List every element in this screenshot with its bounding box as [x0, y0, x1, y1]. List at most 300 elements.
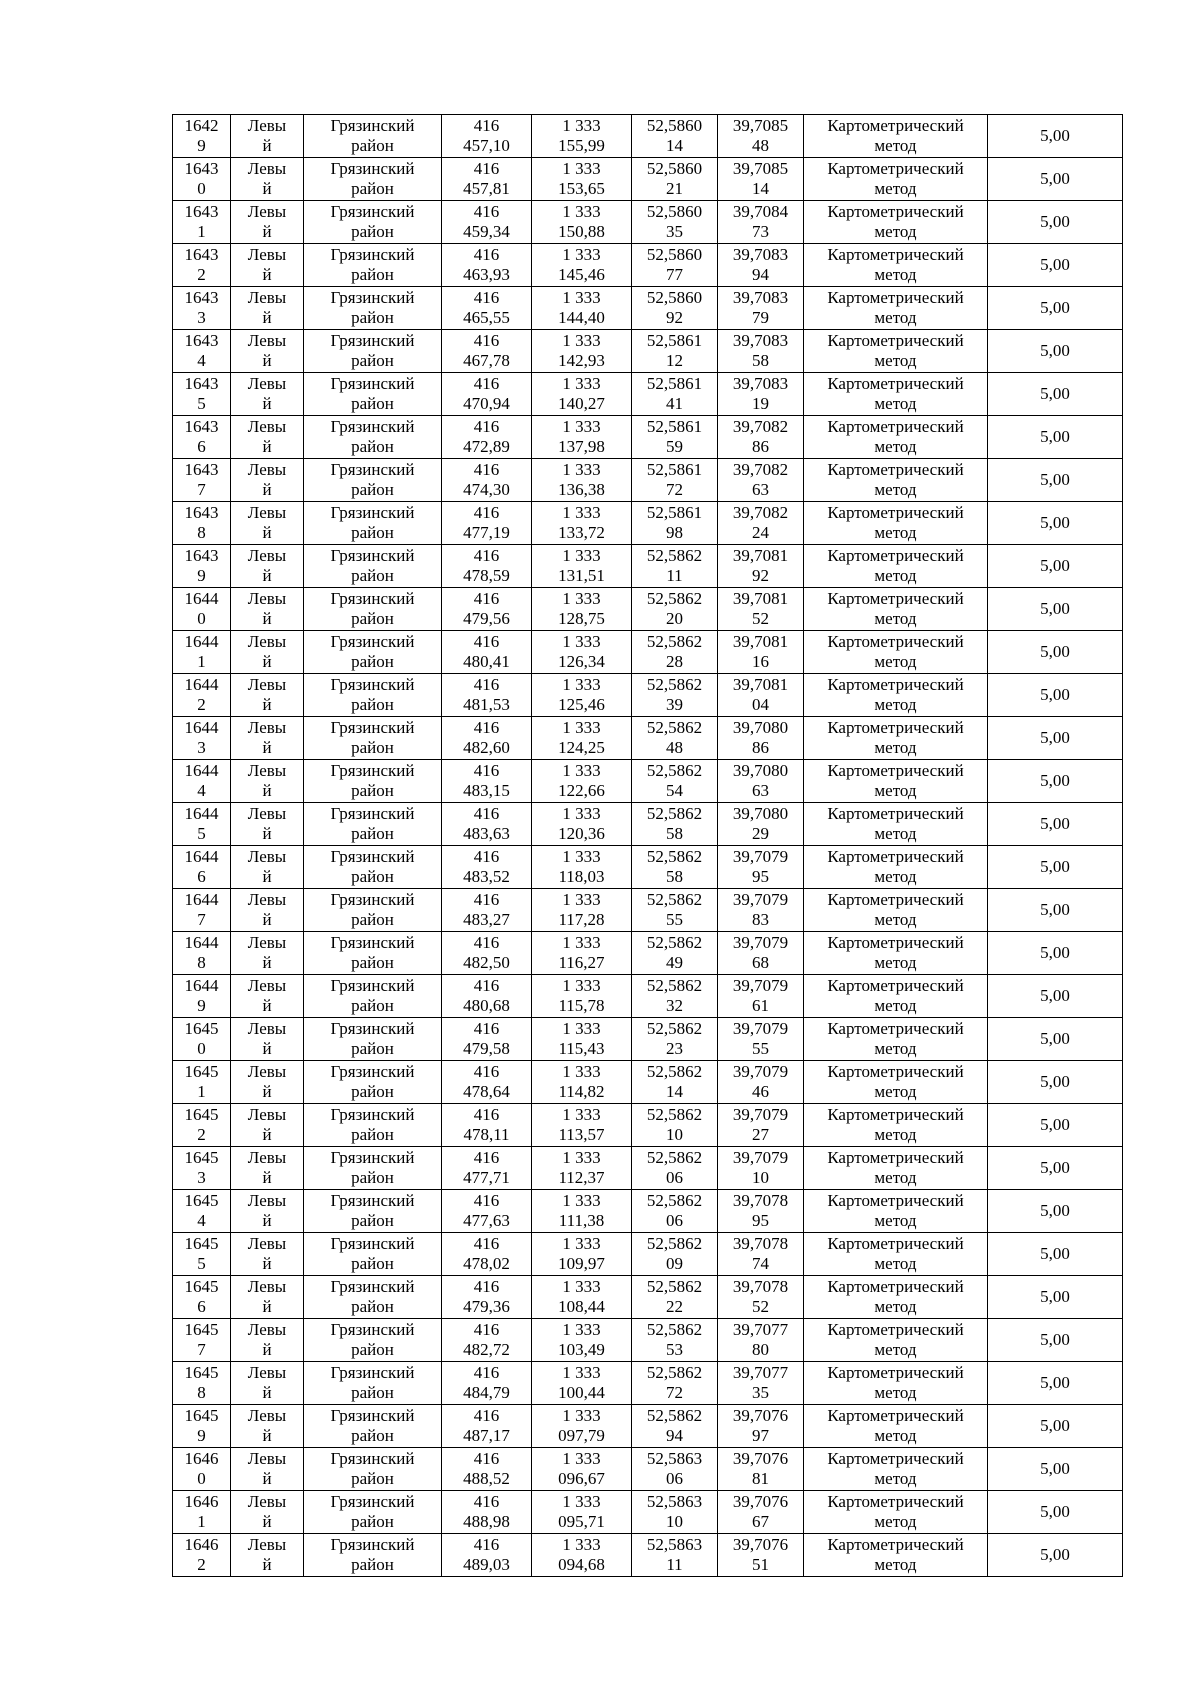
point-number-cell: 1645 5 [173, 1233, 231, 1276]
method-cell: Картометрический метод [804, 1018, 988, 1061]
coord-x-cell: 416 481,53 [442, 674, 532, 717]
method-cell: Картометрический метод [804, 803, 988, 846]
method-cell: Картометрический метод [804, 330, 988, 373]
point-number-cell: 1642 9 [173, 115, 231, 158]
coord-x-cell: 416 463,93 [442, 244, 532, 287]
point-number-cell: 1645 4 [173, 1190, 231, 1233]
longitude-cell: 39,7083 58 [718, 330, 804, 373]
coord-x-cell: 416 488,98 [442, 1491, 532, 1534]
district-cell: Грязинский район [304, 287, 442, 330]
district-cell: Грязинский район [304, 1491, 442, 1534]
bank-side-cell: Левы й [231, 975, 304, 1018]
coord-y-cell: 1 333 144,40 [532, 287, 632, 330]
coord-x-cell: 416 483,52 [442, 846, 532, 889]
bank-side-cell: Левы й [231, 1276, 304, 1319]
coord-y-cell: 1 333 112,37 [532, 1147, 632, 1190]
latitude-cell: 52,5861 12 [632, 330, 718, 373]
accuracy-cell: 5,00 [988, 1448, 1123, 1491]
coord-x-cell: 416 465,55 [442, 287, 532, 330]
latitude-cell: 52,5860 35 [632, 201, 718, 244]
method-cell: Картометрический метод [804, 1276, 988, 1319]
method-cell: Картометрический метод [804, 889, 988, 932]
longitude-cell: 39,7080 86 [718, 717, 804, 760]
point-number-cell: 1644 9 [173, 975, 231, 1018]
table-row [173, 1276, 1123, 1319]
accuracy-cell: 5,00 [988, 1018, 1123, 1061]
latitude-cell: 52,5860 77 [632, 244, 718, 287]
bank-side-cell: Левы й [231, 244, 304, 287]
accuracy-cell: 5,00 [988, 846, 1123, 889]
coord-x-cell: 416 482,72 [442, 1319, 532, 1362]
coord-y-cell: 1 333 122,66 [532, 760, 632, 803]
table-row [173, 545, 1123, 588]
bank-side-cell: Левы й [231, 115, 304, 158]
table-row [173, 416, 1123, 459]
point-number-cell: 1645 7 [173, 1319, 231, 1362]
point-number-cell: 1644 8 [173, 932, 231, 975]
point-number-cell: 1645 3 [173, 1147, 231, 1190]
latitude-cell: 52,5862 28 [632, 631, 718, 674]
longitude-cell: 39,7080 29 [718, 803, 804, 846]
table-row [173, 1491, 1123, 1534]
coord-y-cell: 1 333 097,79 [532, 1405, 632, 1448]
longitude-cell: 39,7079 68 [718, 932, 804, 975]
accuracy-cell: 5,00 [988, 1233, 1123, 1276]
coord-y-cell: 1 333 137,98 [532, 416, 632, 459]
method-cell: Картометрический метод [804, 846, 988, 889]
coord-y-cell: 1 333 120,36 [532, 803, 632, 846]
coord-x-cell: 416 459,34 [442, 201, 532, 244]
table-row [173, 244, 1123, 287]
accuracy-cell: 5,00 [988, 674, 1123, 717]
point-number-cell: 1643 6 [173, 416, 231, 459]
latitude-cell: 52,5862 06 [632, 1190, 718, 1233]
district-cell: Грязинский район [304, 1061, 442, 1104]
point-number-cell: 1645 1 [173, 1061, 231, 1104]
bank-side-cell: Левы й [231, 717, 304, 760]
district-cell: Грязинский район [304, 1104, 442, 1147]
method-cell: Картометрический метод [804, 932, 988, 975]
district-cell: Грязинский район [304, 1448, 442, 1491]
table-row [173, 1362, 1123, 1405]
latitude-cell: 52,5860 14 [632, 115, 718, 158]
point-number-cell: 1643 9 [173, 545, 231, 588]
latitude-cell: 52,5860 21 [632, 158, 718, 201]
coord-y-cell: 1 333 124,25 [532, 717, 632, 760]
latitude-cell: 52,5861 72 [632, 459, 718, 502]
table-row [173, 330, 1123, 373]
point-number-cell: 1644 3 [173, 717, 231, 760]
coord-x-cell: 416 477,71 [442, 1147, 532, 1190]
method-cell: Картометрический метод [804, 1104, 988, 1147]
point-number-cell: 1644 1 [173, 631, 231, 674]
latitude-cell: 52,5862 14 [632, 1061, 718, 1104]
bank-side-cell: Левы й [231, 459, 304, 502]
table-row [173, 158, 1123, 201]
district-cell: Грязинский район [304, 1405, 442, 1448]
coord-x-cell: 416 489,03 [442, 1534, 532, 1577]
longitude-cell: 39,7082 63 [718, 459, 804, 502]
longitude-cell: 39,7081 52 [718, 588, 804, 631]
longitude-cell: 39,7076 67 [718, 1491, 804, 1534]
coord-y-cell: 1 333 116,27 [532, 932, 632, 975]
coord-y-cell: 1 333 115,43 [532, 1018, 632, 1061]
method-cell: Картометрический метод [804, 545, 988, 588]
coord-x-cell: 416 474,30 [442, 459, 532, 502]
bank-side-cell: Левы й [231, 631, 304, 674]
coord-x-cell: 416 487,17 [442, 1405, 532, 1448]
bank-side-cell: Левы й [231, 1362, 304, 1405]
bank-side-cell: Левы й [231, 1448, 304, 1491]
longitude-cell: 39,7078 52 [718, 1276, 804, 1319]
coord-y-cell: 1 333 095,71 [532, 1491, 632, 1534]
coord-y-cell: 1 333 109,97 [532, 1233, 632, 1276]
longitude-cell: 39,7082 24 [718, 502, 804, 545]
bank-side-cell: Левы й [231, 1104, 304, 1147]
longitude-cell: 39,7076 51 [718, 1534, 804, 1577]
method-cell: Картометрический метод [804, 158, 988, 201]
coord-y-cell: 1 333 153,65 [532, 158, 632, 201]
accuracy-cell: 5,00 [988, 502, 1123, 545]
longitude-cell: 39,7081 16 [718, 631, 804, 674]
district-cell: Грязинский район [304, 244, 442, 287]
district-cell: Грязинский район [304, 459, 442, 502]
coord-x-cell: 416 478,59 [442, 545, 532, 588]
accuracy-cell: 5,00 [988, 1319, 1123, 1362]
longitude-cell: 39,7079 55 [718, 1018, 804, 1061]
district-cell: Грязинский район [304, 674, 442, 717]
coord-y-cell: 1 333 125,46 [532, 674, 632, 717]
accuracy-cell: 5,00 [988, 1190, 1123, 1233]
latitude-cell: 52,5862 72 [632, 1362, 718, 1405]
point-number-cell: 1643 0 [173, 158, 231, 201]
method-cell: Картометрический метод [804, 115, 988, 158]
latitude-cell: 52,5862 53 [632, 1319, 718, 1362]
longitude-cell: 39,7079 83 [718, 889, 804, 932]
coord-x-cell: 416 470,94 [442, 373, 532, 416]
bank-side-cell: Левы й [231, 287, 304, 330]
district-cell: Грязинский район [304, 717, 442, 760]
point-number-cell: 1644 0 [173, 588, 231, 631]
district-cell: Грязинский район [304, 502, 442, 545]
method-cell: Картометрический метод [804, 1190, 988, 1233]
table-row [173, 674, 1123, 717]
longitude-cell: 39,7079 61 [718, 975, 804, 1018]
table-row [173, 1104, 1123, 1147]
point-number-cell: 1644 2 [173, 674, 231, 717]
accuracy-cell: 5,00 [988, 1104, 1123, 1147]
method-cell: Картометрический метод [804, 459, 988, 502]
latitude-cell: 52,5862 39 [632, 674, 718, 717]
method-cell: Картометрический метод [804, 1319, 988, 1362]
coord-y-cell: 1 333 131,51 [532, 545, 632, 588]
longitude-cell: 39,7079 10 [718, 1147, 804, 1190]
district-cell: Грязинский район [304, 1233, 442, 1276]
point-number-cell: 1643 2 [173, 244, 231, 287]
table-row [173, 1319, 1123, 1362]
point-number-cell: 1645 2 [173, 1104, 231, 1147]
longitude-cell: 39,7077 35 [718, 1362, 804, 1405]
point-number-cell: 1644 5 [173, 803, 231, 846]
latitude-cell: 52,5862 58 [632, 846, 718, 889]
table-row [173, 631, 1123, 674]
table-row [173, 1448, 1123, 1491]
accuracy-cell: 5,00 [988, 287, 1123, 330]
bank-side-cell: Левы й [231, 1190, 304, 1233]
bank-side-cell: Левы й [231, 373, 304, 416]
longitude-cell: 39,7083 94 [718, 244, 804, 287]
accuracy-cell: 5,00 [988, 889, 1123, 932]
table-row [173, 373, 1123, 416]
coord-y-cell: 1 333 136,38 [532, 459, 632, 502]
bank-side-cell: Левы й [231, 1147, 304, 1190]
bank-side-cell: Левы й [231, 932, 304, 975]
district-cell: Грязинский район [304, 975, 442, 1018]
latitude-cell: 52,5863 10 [632, 1491, 718, 1534]
bank-side-cell: Левы й [231, 889, 304, 932]
coord-y-cell: 1 333 108,44 [532, 1276, 632, 1319]
latitude-cell: 52,5862 09 [632, 1233, 718, 1276]
accuracy-cell: 5,00 [988, 459, 1123, 502]
coord-y-cell: 1 333 150,88 [532, 201, 632, 244]
coord-x-cell: 416 478,11 [442, 1104, 532, 1147]
bank-side-cell: Левы й [231, 158, 304, 201]
table-row [173, 1061, 1123, 1104]
point-number-cell: 1645 8 [173, 1362, 231, 1405]
district-cell: Грязинский район [304, 889, 442, 932]
district-cell: Грязинский район [304, 1362, 442, 1405]
table-row [173, 201, 1123, 244]
method-cell: Картометрический метод [804, 1534, 988, 1577]
table-row [173, 502, 1123, 545]
longitude-cell: 39,7079 46 [718, 1061, 804, 1104]
method-cell: Картометрический метод [804, 1147, 988, 1190]
coord-y-cell: 1 333 114,82 [532, 1061, 632, 1104]
coord-x-cell: 416 477,63 [442, 1190, 532, 1233]
longitude-cell: 39,7082 86 [718, 416, 804, 459]
method-cell: Картометрический метод [804, 373, 988, 416]
accuracy-cell: 5,00 [988, 244, 1123, 287]
latitude-cell: 52,5862 54 [632, 760, 718, 803]
longitude-cell: 39,7081 04 [718, 674, 804, 717]
coord-x-cell: 416 472,89 [442, 416, 532, 459]
method-cell: Картометрический метод [804, 717, 988, 760]
coord-y-cell: 1 333 115,78 [532, 975, 632, 1018]
coord-x-cell: 416 482,60 [442, 717, 532, 760]
bank-side-cell: Левы й [231, 1233, 304, 1276]
accuracy-cell: 5,00 [988, 1061, 1123, 1104]
district-cell: Грязинский район [304, 1276, 442, 1319]
accuracy-cell: 5,00 [988, 115, 1123, 158]
district-cell: Грязинский район [304, 803, 442, 846]
accuracy-cell: 5,00 [988, 760, 1123, 803]
coord-y-cell: 1 333 126,34 [532, 631, 632, 674]
bank-side-cell: Левы й [231, 803, 304, 846]
district-cell: Грязинский район [304, 631, 442, 674]
coord-y-cell: 1 333 118,03 [532, 846, 632, 889]
bank-side-cell: Левы й [231, 846, 304, 889]
table-row [173, 1190, 1123, 1233]
method-cell: Картометрический метод [804, 588, 988, 631]
coord-y-cell: 1 333 155,99 [532, 115, 632, 158]
coord-y-cell: 1 333 117,28 [532, 889, 632, 932]
table-row [173, 588, 1123, 631]
bank-side-cell: Левы й [231, 1018, 304, 1061]
district-cell: Грязинский район [304, 1190, 442, 1233]
coord-x-cell: 416 480,41 [442, 631, 532, 674]
coord-y-cell: 1 333 145,46 [532, 244, 632, 287]
district-cell: Грязинский район [304, 588, 442, 631]
bank-side-cell: Левы й [231, 1319, 304, 1362]
longitude-cell: 39,7080 63 [718, 760, 804, 803]
longitude-cell: 39,7081 92 [718, 545, 804, 588]
district-cell: Грязинский район [304, 330, 442, 373]
district-cell: Грязинский район [304, 545, 442, 588]
accuracy-cell: 5,00 [988, 1534, 1123, 1577]
coord-x-cell: 416 483,63 [442, 803, 532, 846]
district-cell: Грязинский район [304, 760, 442, 803]
accuracy-cell: 5,00 [988, 373, 1123, 416]
longitude-cell: 39,7076 97 [718, 1405, 804, 1448]
point-number-cell: 1646 1 [173, 1491, 231, 1534]
accuracy-cell: 5,00 [988, 975, 1123, 1018]
latitude-cell: 52,5862 49 [632, 932, 718, 975]
method-cell: Картометрический метод [804, 1491, 988, 1534]
method-cell: Картометрический метод [804, 1448, 988, 1491]
table-row [173, 760, 1123, 803]
coord-y-cell: 1 333 128,75 [532, 588, 632, 631]
bank-side-cell: Левы й [231, 502, 304, 545]
latitude-cell: 52,5862 23 [632, 1018, 718, 1061]
point-number-cell: 1643 7 [173, 459, 231, 502]
point-number-cell: 1646 0 [173, 1448, 231, 1491]
coord-y-cell: 1 333 142,93 [532, 330, 632, 373]
table-row [173, 459, 1123, 502]
longitude-cell: 39,7079 27 [718, 1104, 804, 1147]
method-cell: Картометрический метод [804, 287, 988, 330]
method-cell: Картометрический метод [804, 760, 988, 803]
accuracy-cell: 5,00 [988, 1405, 1123, 1448]
latitude-cell: 52,5861 98 [632, 502, 718, 545]
method-cell: Картометрический метод [804, 975, 988, 1018]
longitude-cell: 39,7078 95 [718, 1190, 804, 1233]
accuracy-cell: 5,00 [988, 416, 1123, 459]
accuracy-cell: 5,00 [988, 158, 1123, 201]
coord-x-cell: 416 457,10 [442, 115, 532, 158]
coord-y-cell: 1 333 111,38 [532, 1190, 632, 1233]
district-cell: Грязинский район [304, 1319, 442, 1362]
accuracy-cell: 5,00 [988, 803, 1123, 846]
point-number-cell: 1645 9 [173, 1405, 231, 1448]
method-cell: Картометрический метод [804, 201, 988, 244]
coord-x-cell: 416 483,27 [442, 889, 532, 932]
bank-side-cell: Левы й [231, 674, 304, 717]
longitude-cell: 39,7084 73 [718, 201, 804, 244]
accuracy-cell: 5,00 [988, 1276, 1123, 1319]
coord-y-cell: 1 333 133,72 [532, 502, 632, 545]
table-row [173, 1534, 1123, 1577]
table-row [173, 287, 1123, 330]
latitude-cell: 52,5862 11 [632, 545, 718, 588]
district-cell: Грязинский район [304, 416, 442, 459]
bank-side-cell: Левы й [231, 330, 304, 373]
point-number-cell: 1643 4 [173, 330, 231, 373]
district-cell: Грязинский район [304, 115, 442, 158]
latitude-cell: 52,5863 06 [632, 1448, 718, 1491]
latitude-cell: 52,5862 22 [632, 1276, 718, 1319]
table-row [173, 717, 1123, 760]
point-number-cell: 1644 6 [173, 846, 231, 889]
point-number-cell: 1644 7 [173, 889, 231, 932]
method-cell: Картометрический метод [804, 502, 988, 545]
point-number-cell: 1644 4 [173, 760, 231, 803]
bank-side-cell: Левы й [231, 545, 304, 588]
longitude-cell: 39,7085 14 [718, 158, 804, 201]
table-row [173, 1405, 1123, 1448]
bank-side-cell: Левы й [231, 1491, 304, 1534]
bank-side-cell: Левы й [231, 1061, 304, 1104]
table-row [173, 803, 1123, 846]
point-number-cell: 1645 0 [173, 1018, 231, 1061]
latitude-cell: 52,5862 10 [632, 1104, 718, 1147]
longitude-cell: 39,7083 19 [718, 373, 804, 416]
coord-y-cell: 1 333 140,27 [532, 373, 632, 416]
method-cell: Картометрический метод [804, 1405, 988, 1448]
latitude-cell: 52,5862 48 [632, 717, 718, 760]
longitude-cell: 39,7076 81 [718, 1448, 804, 1491]
bank-side-cell: Левы й [231, 588, 304, 631]
method-cell: Картометрический метод [804, 1233, 988, 1276]
accuracy-cell: 5,00 [988, 631, 1123, 674]
accuracy-cell: 5,00 [988, 1147, 1123, 1190]
latitude-cell: 52,5861 41 [632, 373, 718, 416]
accuracy-cell: 5,00 [988, 545, 1123, 588]
table-row [173, 1018, 1123, 1061]
latitude-cell: 52,5862 94 [632, 1405, 718, 1448]
table-row [173, 1233, 1123, 1276]
latitude-cell: 52,5862 20 [632, 588, 718, 631]
coord-x-cell: 416 480,68 [442, 975, 532, 1018]
point-number-cell: 1643 1 [173, 201, 231, 244]
method-cell: Картометрический метод [804, 1061, 988, 1104]
coordinates-table [172, 114, 1123, 1577]
coord-y-cell: 1 333 113,57 [532, 1104, 632, 1147]
accuracy-cell: 5,00 [988, 1362, 1123, 1405]
method-cell: Картометрический метод [804, 1362, 988, 1405]
bank-side-cell: Левы й [231, 1405, 304, 1448]
latitude-cell: 52,5860 92 [632, 287, 718, 330]
table-row [173, 846, 1123, 889]
longitude-cell: 39,7078 74 [718, 1233, 804, 1276]
district-cell: Грязинский район [304, 846, 442, 889]
coord-y-cell: 1 333 103,49 [532, 1319, 632, 1362]
table-body [173, 115, 1123, 1577]
coord-x-cell: 416 484,79 [442, 1362, 532, 1405]
point-number-cell: 1643 3 [173, 287, 231, 330]
district-cell: Грязинский район [304, 158, 442, 201]
method-cell: Картометрический метод [804, 244, 988, 287]
coord-x-cell: 416 478,02 [442, 1233, 532, 1276]
coord-x-cell: 416 467,78 [442, 330, 532, 373]
district-cell: Грязинский район [304, 1018, 442, 1061]
bank-side-cell: Левы й [231, 1534, 304, 1577]
point-number-cell: 1645 6 [173, 1276, 231, 1319]
district-cell: Грязинский район [304, 201, 442, 244]
latitude-cell: 52,5863 11 [632, 1534, 718, 1577]
coord-y-cell: 1 333 096,67 [532, 1448, 632, 1491]
accuracy-cell: 5,00 [988, 330, 1123, 373]
coord-x-cell: 416 479,56 [442, 588, 532, 631]
